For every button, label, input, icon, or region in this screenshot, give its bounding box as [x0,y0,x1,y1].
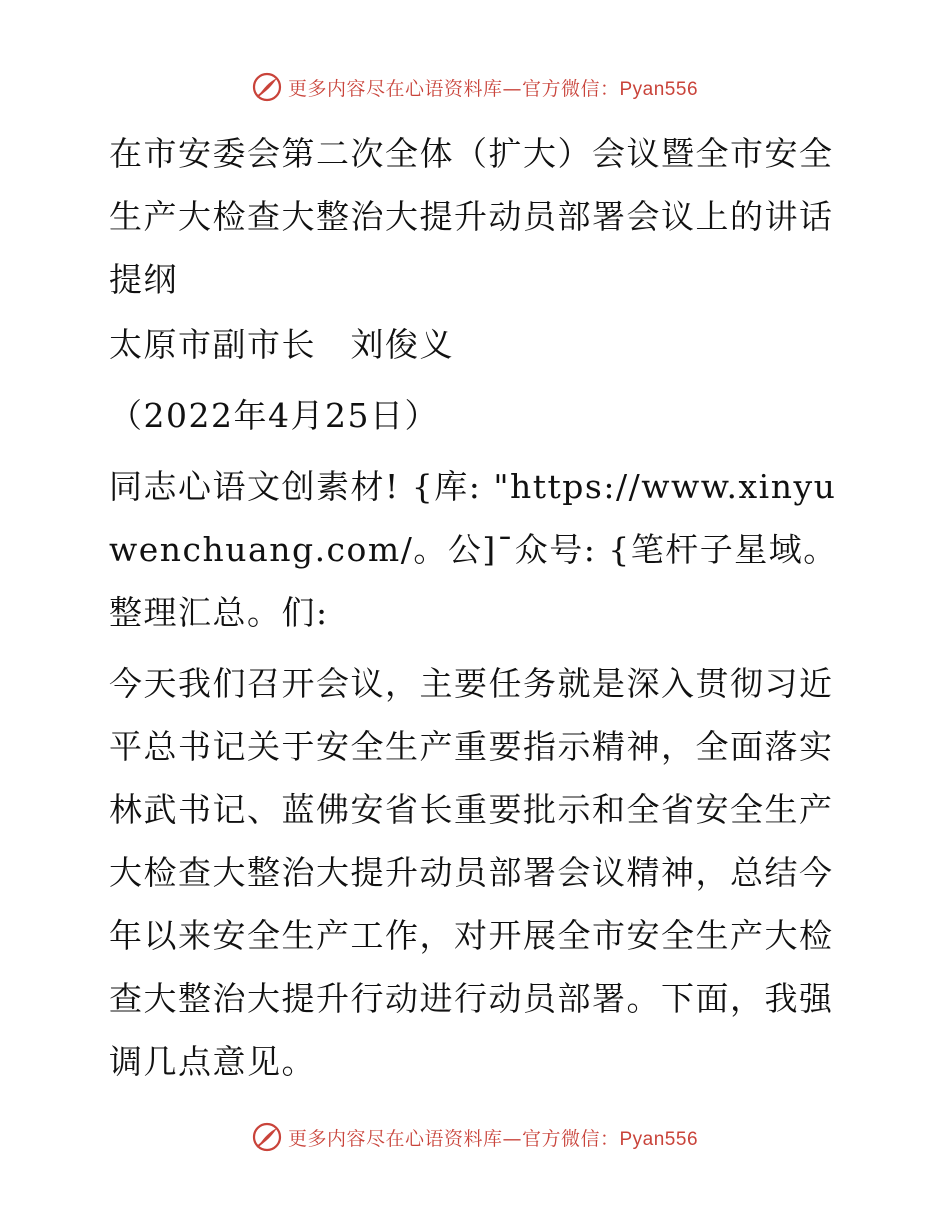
banner-dash: — [502,1127,522,1150]
document-author: 太原市副市长 刘俊义 [109,325,454,364]
document-date: （2022年4月25日） [109,396,439,435]
quill-logo-icon [252,72,282,102]
document-title: 在市安委会第二次全体（扩大）会议暨全市安全生产大检查大整治大提升动员部署会议上的讲话提纲 [109,134,834,299]
wechat-id: Pyan556 [619,1128,699,1150]
document-salutation: 同志心语文创素材! {库: "https://www.xinyuwenchuang.com/。公]¯众号: {笔杆子星域。整理汇总。们: [109,467,838,632]
document-body-paragraph: 今天我们召开会议，主要任务就是深入贯彻习近平总书记关于安全生产重要指示精神，全面落实林武书记、蓝佛安省长重要批示和全省安全生产大检查大整治大提升动员部署会议精神，总结今年以来安全生产工作，对开展全市安全生产大检查大整治大提升行动进行动员部署。下面，我强调几点意见。 [109,664,834,1081]
wechat-id: Pyan556 [619,78,699,100]
footer-banner [0,1122,950,1152]
wechat-label: 官方微信： [521,77,620,100]
banner-slogan: 更多内容尽在心语资料库 [287,77,503,100]
document-body [97,122,857,1101]
footer-banner-text [288,1124,698,1151]
banner-slogan: 更多内容尽在心语资料库 [287,1127,503,1150]
header-banner-text [288,74,698,101]
banner-dash: — [502,77,522,100]
quill-logo-icon [252,1122,282,1152]
header-banner [0,72,950,102]
wechat-label: 官方微信： [521,1127,620,1150]
